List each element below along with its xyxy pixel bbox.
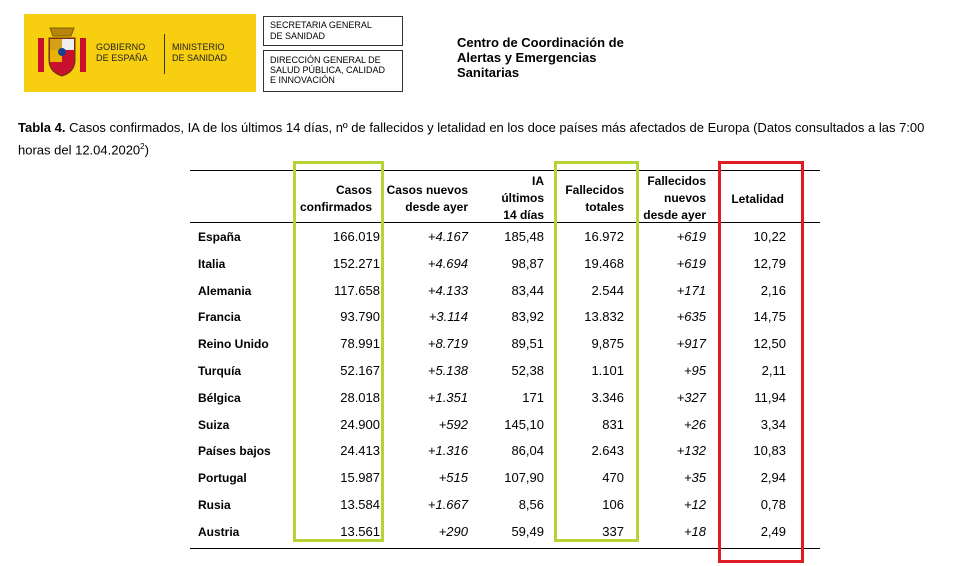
ministerio-label: MINISTERIO DE SANIDAD <box>172 42 228 63</box>
cell-fall-nuevos: +35 <box>683 470 706 486</box>
cell-nuevos: +1.316 <box>427 443 468 459</box>
cell-casos: 78.991 <box>340 336 380 352</box>
cell-fall-nuevos: +18 <box>683 523 706 539</box>
cell-fallecidos: 470 <box>602 470 624 486</box>
cell-fall-nuevos: +619 <box>676 255 706 271</box>
cell-fall-nuevos: +95 <box>683 363 706 378</box>
cell-fall-nuevos: +12 <box>683 497 706 512</box>
cell-ia: 8,56 <box>518 497 544 512</box>
cell-nuevos: +4.167 <box>427 229 468 244</box>
cell-nuevos: +4.694 <box>427 255 468 271</box>
header-letalidad: Letalidad <box>731 192 784 206</box>
cell-casos: 166.019 <box>333 229 380 244</box>
cell-letalidad: 14,75 <box>753 309 786 325</box>
header-casos-nuevos: Casos nuevos desde ayer <box>386 183 468 214</box>
cell-letalidad: 11,94 <box>754 389 786 405</box>
country-name: Turquía <box>198 364 242 378</box>
cell-casos: 52.167 <box>340 363 380 378</box>
cell-casos: 24.900 <box>340 416 380 432</box>
cell-ia: 59,49 <box>511 523 544 539</box>
cell-ia: 89,51 <box>511 336 544 352</box>
cell-letalidad: 12,50 <box>753 336 786 352</box>
cell-letalidad: 2,16 <box>760 282 786 298</box>
logo-divider <box>164 34 165 74</box>
cell-nuevos: +1.667 <box>427 497 468 512</box>
cell-ia: 171 <box>522 389 544 405</box>
cell-ia: 145,10 <box>504 416 544 432</box>
cell-fallecidos: 2.544 <box>591 282 624 298</box>
cell-nuevos: +515 <box>438 470 468 486</box>
caption-text: Casos confirmados, IA de los últimos 14 días, nº de fallecidos y letalidad en los doce países más afectados de Europa (Datos consultados a las 7:00 horas del 12.04.2020 <box>18 120 925 158</box>
cell-fall-nuevos: +619 <box>676 229 706 244</box>
header-fallecidos-nuevos: Fallecidos nuevos desde ayer <box>643 174 706 222</box>
cell-letalidad: 2,94 <box>760 470 786 486</box>
header-casos-confirmados: Casos confirmados <box>299 183 372 214</box>
cell-casos: 13.584 <box>340 497 380 512</box>
cell-fall-nuevos: +635 <box>676 309 706 325</box>
coat-of-arms-icon <box>36 24 88 82</box>
cell-fall-nuevos: +171 <box>676 282 706 298</box>
highlight-casos-confirmados <box>293 161 384 542</box>
cell-casos: 13.561 <box>340 523 380 539</box>
cell-nuevos: +1.351 <box>427 389 468 405</box>
cell-fallecidos: 13.832 <box>584 309 624 325</box>
country-name: Bélgica <box>198 390 241 405</box>
cell-fallecidos: 2.643 <box>591 443 624 459</box>
cell-fallecidos: 831 <box>602 416 624 432</box>
cell-ia: 83,92 <box>511 309 544 325</box>
cell-casos: 15.987 <box>340 470 380 486</box>
cell-casos: 24.413 <box>340 443 380 459</box>
cell-nuevos: +290 <box>438 523 468 539</box>
cell-nuevos: +4.133 <box>427 282 468 298</box>
secretaria-box: SECRETARIA GENERAL DE SANIDAD <box>263 16 403 46</box>
cell-fallecidos: 19.468 <box>584 255 624 271</box>
cell-letalidad: 10,83 <box>753 443 786 459</box>
country-name: Alemania <box>198 283 252 298</box>
country-name: Italia <box>198 256 226 271</box>
cell-letalidad: 2,11 <box>761 363 786 378</box>
table-caption: Tabla 4. Casos confirmados, IA de los últimos 14 días, nº de fallecidos y letalidad en los doce países más afectados de Europa (Datos consultados a las 7:00 horas del 12.04.2020$^2$) <box>18 120 925 158</box>
cell-casos: 93.790 <box>340 309 380 325</box>
cell-ia: 185,48 <box>504 229 544 244</box>
direccion-box: DIRECCIÓN GENERAL DE SALUD PÚBLICA, CALIDAD E INNOVACIÓN <box>263 50 403 92</box>
cell-ia: 83,44 <box>511 282 544 298</box>
cell-fallecidos: 3.346 <box>591 389 624 405</box>
cell-letalidad: 3,34 <box>760 416 786 432</box>
cell-nuevos: +8.719 <box>427 336 468 352</box>
gobierno-logo-band <box>24 14 256 92</box>
cell-ia: 107,90 <box>504 470 544 486</box>
cell-fallecidos: 16.972 <box>584 229 624 244</box>
caption-label: Tabla 4. <box>18 120 66 135</box>
country-name: Países bajos <box>198 444 271 459</box>
cell-fallecidos: 9,875 <box>591 336 624 352</box>
cell-letalidad: 0,78 <box>760 497 786 512</box>
country-name: Francia <box>198 310 241 325</box>
cell-letalidad: 12,79 <box>753 255 786 271</box>
center-title: Centro de Coordinación de Alertas y Emergencias Sanitarias <box>457 35 624 80</box>
cell-casos: 152.271 <box>333 255 380 271</box>
cell-fallecidos: 106 <box>602 497 624 512</box>
cell-ia: 52,38 <box>511 363 544 378</box>
cell-nuevos: +3.114 <box>428 309 468 325</box>
highlight-letalidad <box>718 161 804 563</box>
cell-ia: 86,04 <box>511 443 544 459</box>
cell-fallecidos: 1.101 <box>591 363 624 378</box>
cell-nuevos: +592 <box>438 416 468 432</box>
cell-letalidad: 10,22 <box>753 229 786 244</box>
highlight-fallecidos-totales <box>554 161 639 542</box>
country-name: Rusia <box>198 498 231 512</box>
country-name: Austria <box>198 524 240 539</box>
cell-fall-nuevos: +132 <box>676 443 706 459</box>
cell-casos: 117.658 <box>333 282 380 298</box>
gobierno-label: GOBIERNO DE ESPAÑA <box>96 42 148 63</box>
country-name: Reino Unido <box>198 337 269 352</box>
country-name: Suiza <box>198 417 230 432</box>
header-fallecidos-totales: Fallecidos totales <box>565 183 624 214</box>
country-name: España <box>198 230 241 244</box>
cell-ia: 98,87 <box>511 255 544 271</box>
cell-fall-nuevos: +26 <box>683 416 706 432</box>
cell-fall-nuevos: +327 <box>676 389 706 405</box>
cell-letalidad: 2,49 <box>760 523 786 539</box>
cell-fallecidos: 337 <box>602 523 624 539</box>
cell-casos: 28.018 <box>340 389 380 405</box>
cell-fall-nuevos: +917 <box>676 336 706 352</box>
caption-footnote: 2 <box>140 142 145 151</box>
header-ia: IA últimos 14 días <box>501 174 544 222</box>
country-name: Portugal <box>198 471 247 486</box>
cell-nuevos: +5.138 <box>427 363 468 378</box>
